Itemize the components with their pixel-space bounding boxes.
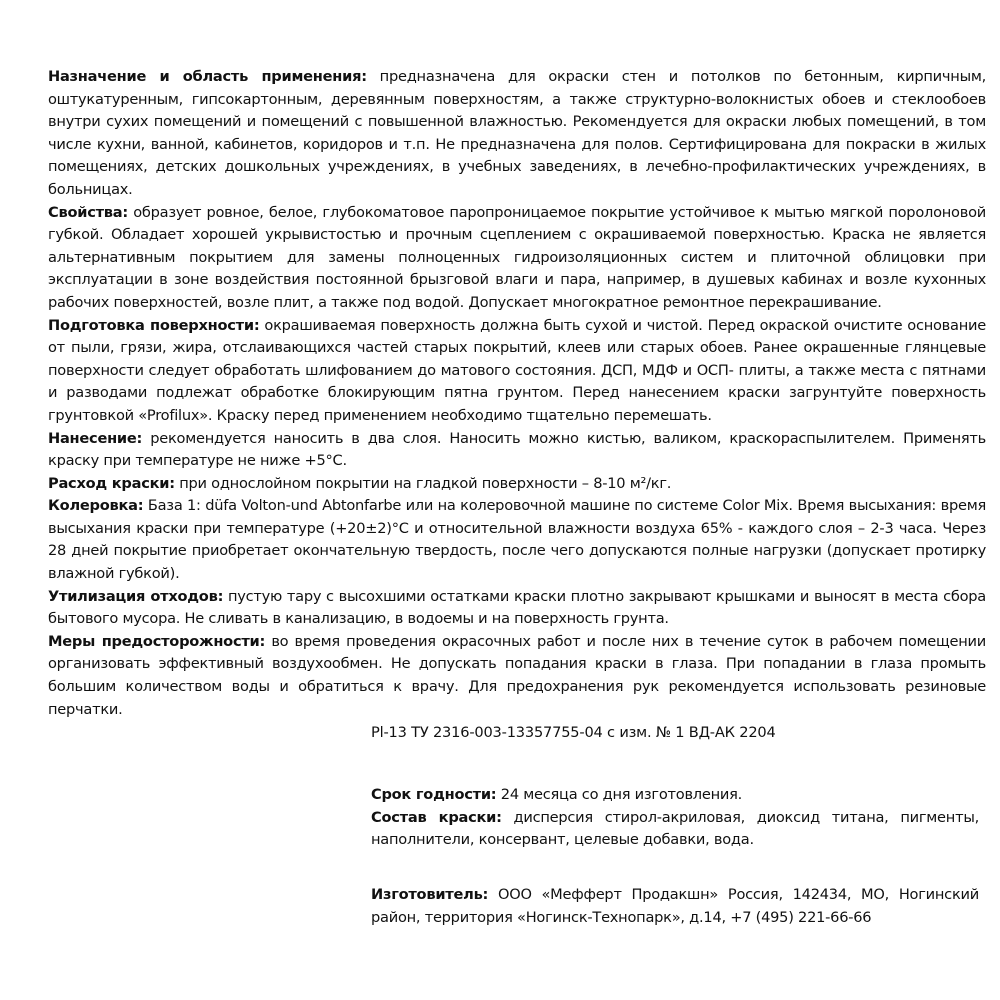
section-label: Меры предосторожности: — [48, 632, 266, 650]
composition-label: Состав краски: — [371, 808, 502, 826]
section-purpose — [48, 66, 986, 202]
section-text: пустую тару с высохшими остатками краски плотно закрывают крышками и выносят в места сбора бытового мусора. Не сливать в канализацию, в водоемы и на поверхность грунта. — [48, 587, 986, 628]
composition-text: дисперсия стирол-акриловая, диоксид титана, пигменты, наполнители, консервант, целевые добавки, вода. — [371, 808, 979, 849]
section-label: Колеровка: — [48, 497, 144, 515]
section-label: Свойства: — [48, 203, 128, 221]
section-consumption — [48, 473, 986, 496]
section-label: Подготовка поверхности: — [48, 316, 260, 334]
section-text: предназначена для окраски стен и потолков по бетонным, кирпичным, оштукатуренным, гипсокартонным, деревянным поверхностям, а также структурно-волокнистых обоев и стеклообоев внутри сухих помещений и помещений с повышенной влажностью. Рекомендуется для окраски любых помещений, в том числе кухни, ванной, кабинетов, коридоров и т.п. Не предназначена для полов. Сертифицирована для покраски в жилых помещениях, детских дошкольных учреждениях, в учебных заведениях, в лечебно-профилактических учреждениях, в больницах. — [48, 68, 986, 198]
section-tinting — [48, 495, 986, 585]
section-surface-preparation — [48, 315, 986, 428]
section-text: окрашиваемая поверхность должна быть сухой и чистой. Перед окраской очистите основание от пыли, грязи, жира, отслаивающихся частей старых покрытий, клеев или старых обоев. Ранее окрашенные глянцевые поверхности следует обработать шлифованием до матового состояния. ДСП, МДФ и ОСП- плиты, а также места с пятнами и разводами подлежат обработке блокирующим пятна грунтом. Перед нанесением краски загрунтуйте поверхность грунтовкой «Profilux». Краску перед применением необходимо тщательно перемешать. — [48, 316, 986, 424]
section-label: Расход краски: — [48, 474, 175, 492]
section-properties — [48, 202, 986, 315]
manufacturer-text: ООО «Мефферт Продакшн» Россия, 142434, МО, Ногинский район, территория «Ногинск-Технопарк», д.14, +7 (495) 221-66-66 — [371, 886, 979, 926]
product-description — [48, 66, 986, 721]
section-disposal — [48, 586, 986, 631]
product-codes: Pl-13 ТУ 2316-003-13357755-04 с изм. № 1 ВД-АК 2204 — [371, 724, 776, 741]
section-label: Назначение и область применения: — [48, 68, 367, 85]
section-text: при однослойном покрытии на гладкой поверхности – 8-10 м²/кг. — [174, 474, 672, 492]
section-precautions — [48, 631, 986, 721]
section-application — [48, 428, 986, 473]
section-text: База 1: düfa Volton-und Abtonfarbe или на колеровочной машине по системе Color Mix. Время высыхания: время высыхания краски при температуре (+20±2)°С и относительной влажности воздуха 65% - каждого слоя – 2-3 часа. Через 28 дней покрытие приобретает окончательную твердость, после чего допускаются полные нагрузки (допускает протирку влажной губкой). — [48, 497, 986, 583]
shelf-life — [371, 784, 979, 807]
manufacturer-info — [371, 884, 979, 929]
manufacturer-label: Изготовитель: — [371, 886, 489, 903]
section-label: Нанесение: — [48, 429, 143, 447]
section-text: образует ровное, белое, глубокоматовое паропроницаемое покрытие устойчивое к мытью мягкой поролоновой губкой. Обладает хорошей укрывистостью и прочным сцеплением с окрашиваемой поверхностью. Краска не является альтернативным покрытием для замены полноценных гидроизоляционных систем и плиточной облицовки при эксплуатации в зоне воздействия постоянной брызговой влаги и пара, например, в душевых кабинах и возле кухонных рабочих поверхностей, возле плит, а также под водой. Допускает многократное ремонтное перекрашивание. — [48, 203, 986, 311]
shelf-life-label: Срок годности: — [371, 786, 497, 803]
shelf-life-text: 24 месяца со дня изготовления. — [496, 786, 743, 803]
shelf-life-and-composition — [371, 784, 979, 852]
section-text: рекомендуется наносить в два слоя. Наносить можно кистью, валиком, краскораспылителем. Применять краску при температуре не ниже +5°С. — [48, 429, 986, 470]
manufacturer — [371, 884, 979, 929]
section-label: Утилизация отходов: — [48, 587, 224, 605]
composition — [371, 807, 979, 852]
section-text: во время проведения окрасочных работ и после них в течение суток в рабочем помещении организовать эффективный воздухообмен. Не допускать попадания краски в глаза. При попадании в глаза промыть большим количеством воды и обратиться к врачу. Для предохранения рук рекомендуется использовать резиновые перчатки. — [48, 632, 986, 718]
